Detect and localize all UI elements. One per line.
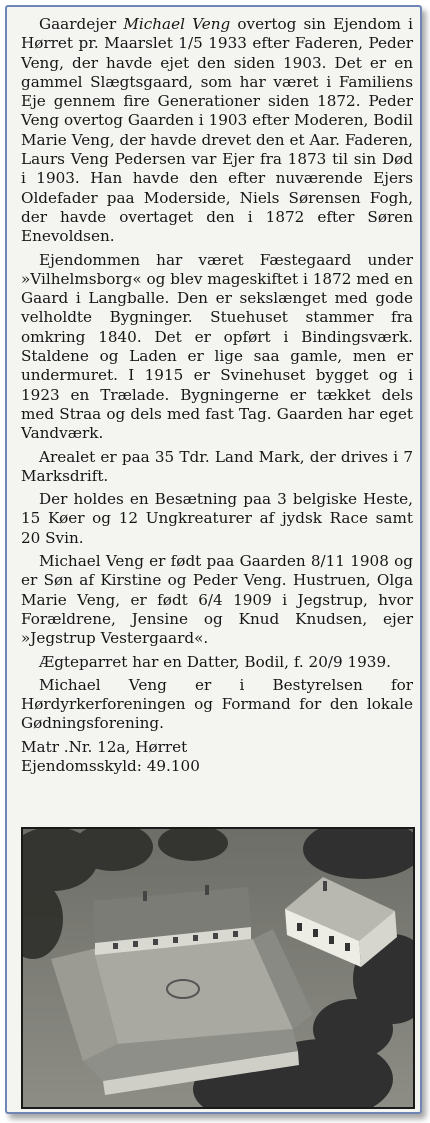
owner-name: Michael Veng: [123, 15, 231, 33]
p1-body: overtog sin Ejendom i Hørret pr. Maarslet 1/5 1933 efter Faderen, Peder Veng, der havde ejet den siden 1903. Det er en gammel Slægtsgaard, som har været i Familiens Eje gennem fire Generationer siden 1872. Peder Veng overtog Gaarden i 1903 efter Moderen, Bodil Marie Veng, der havde drevet den et Aar. Faderen, Laurs Veng Pedersen var Ejer fra 1873 til sin Død i 1903. Han havde den efter nuværende Ejers Oldefader paa Moderside, Niels Sørensen Fogh, der havde overtaget den i 1872 efter Søren Enevoldsen.: [21, 15, 413, 246]
paragraph-5: Michael Veng er født paa Gaarden 8/11 1908 og er Søn af Kirstine og Peder Veng. Hustruen, Olga Marie Veng, er født 6/4 1909 i Jegstrup, hvor Forældrene, Jensine og Knud Knudsen, ejer »Jegstrup Vestergaard«.: [21, 552, 413, 648]
paragraph-3: Arealet er paa 35 Tdr. Land Mark, der drives i 7 Marksdrift.: [21, 447, 413, 485]
clipping-frame: [5, 5, 422, 1114]
farm-photo-drawing: [23, 829, 413, 1107]
article-text: [21, 15, 413, 776]
paragraph-7: Michael Veng er i Bestyrelsen for Hørdyrkerforeningen og Formand for den lokale Gødningsforening.: [21, 675, 413, 733]
paragraph-1: [21, 15, 413, 247]
paragraph-4: Der holdes en Besætning paa 3 belgiske Heste, 15 Køer og 12 Ungkreaturer af jydsk Race samt 20 Svin.: [21, 490, 413, 547]
paragraph-6: Ægteparret har en Datter, Bodil, f. 20/9 1939.: [39, 652, 391, 671]
property-valuation: Ejendomsskyld: 49.100: [21, 756, 200, 775]
p1-lead: Gaardejer: [39, 15, 124, 33]
aerial-farm-photo: [21, 827, 415, 1109]
cadastral-number: Matr .Nr. 12a, Hørret: [21, 737, 188, 756]
paragraph-2: Ejendommen har været Fæstegaard under »Vilhelmsborg« og blev mageskiftet i 1872 med en Gaard i Langballe. Den er sekslænget med gode velholdte Bygninger. Stuehuset stammer fra omkring 1840. Det er opført i Bindingsværk. Staldene og Laden er lige saa gamle, men er undermuret. I 1915 er Svinehuset bygget og i 1923 en Trælade. Bygningerne er tækket dels med Straa og dels med fast Tag. Gaarden har eget Vandværk.: [21, 250, 413, 443]
